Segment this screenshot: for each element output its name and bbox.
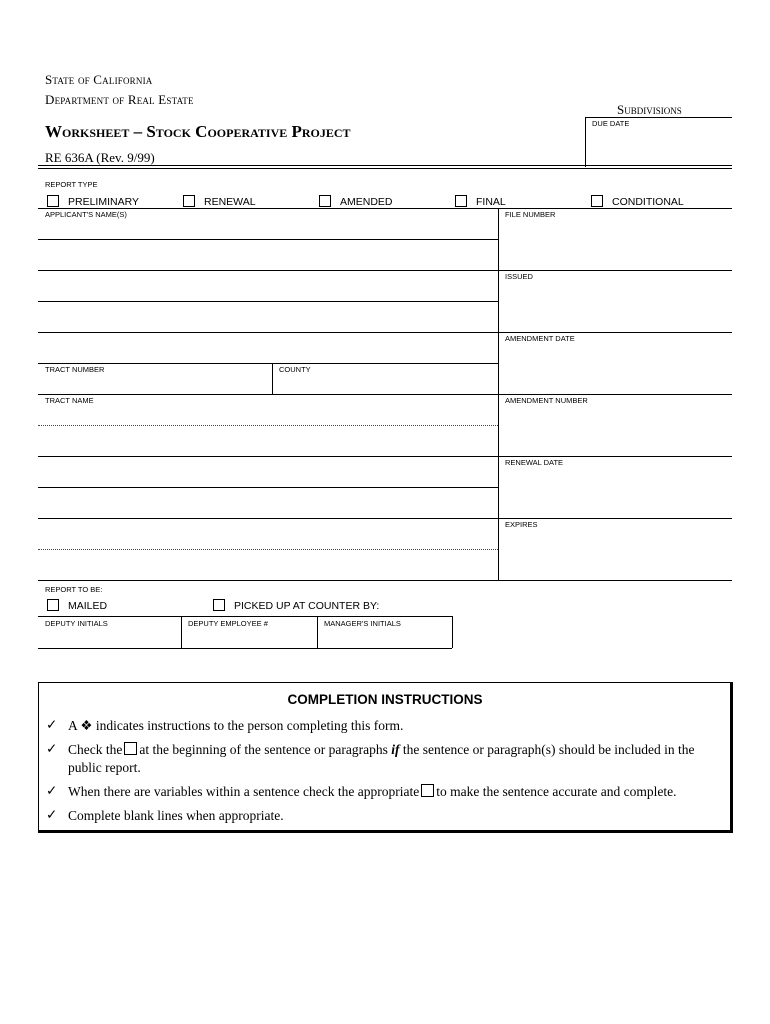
- preliminary-checkbox[interactable]: [47, 195, 59, 207]
- tract-name-line-3: [38, 487, 498, 488]
- header-rule-1: [38, 165, 732, 166]
- instruction-2-if: if: [391, 742, 400, 757]
- tract-name-field-2[interactable]: [40, 437, 496, 455]
- expires-label: EXPIRES: [505, 520, 538, 529]
- instructions-heading: COMPLETION INSTRUCTIONS: [287, 692, 483, 707]
- staff-divider-3: [452, 616, 453, 648]
- staff-row-top-rule: [38, 616, 452, 617]
- applicants-name-field-4[interactable]: [40, 313, 496, 331]
- due-date-left-rule: [585, 117, 586, 167]
- file-number-bottom-rule: [498, 270, 732, 271]
- due-date-top-rule: [585, 117, 732, 118]
- check-icon: ✓: [46, 741, 58, 756]
- issued-label: ISSUED: [505, 272, 533, 281]
- issued-bottom-rule: [498, 332, 732, 333]
- staff-divider-2: [317, 616, 318, 648]
- applicants-name-line-4: [38, 332, 498, 333]
- applicants-name-line-2: [38, 270, 498, 271]
- tract-name-line-4: [38, 518, 498, 519]
- check-icon: ✓: [46, 807, 58, 822]
- amendment-number-label: AMENDMENT NUMBER: [505, 396, 588, 405]
- staff-divider-1: [181, 616, 182, 648]
- preliminary-label: PRELIMINARY: [68, 196, 139, 208]
- instruction-item-1: [68, 717, 403, 734]
- deputy-initials-label: DEPUTY INITIALS: [45, 619, 108, 628]
- instruction-3-text: When there are variables within a sentence check the appropriate: [68, 784, 420, 799]
- county-label: COUNTY: [279, 365, 311, 374]
- amended-checkbox[interactable]: [319, 195, 331, 207]
- instruction-item-3: [68, 783, 676, 800]
- checkbox-icon: [124, 742, 137, 755]
- renewal-label: RENEWAL: [204, 196, 256, 208]
- tract-name-line-2: [38, 456, 498, 457]
- amendment-date-bottom-rule: [498, 394, 732, 395]
- renewal-date-label: RENEWAL DATE: [505, 458, 564, 467]
- diamond-icon: ❖: [80, 718, 93, 733]
- applicants-name-label: APPLICANT'S NAME(S): [45, 210, 127, 219]
- managers-initials-label: MANAGER'S INITIALS: [324, 619, 401, 628]
- mailed-label: MAILED: [68, 600, 108, 612]
- instruction-3-text-2: to make the sentence accurate and complete.: [436, 784, 677, 799]
- deputy-employee-field[interactable]: [184, 630, 314, 646]
- instruction-2-text: at the beginning of the sentence or paragraphs: [139, 742, 388, 757]
- final-label: FINAL: [476, 196, 506, 208]
- instruction-item-2-cont: public report.: [68, 760, 141, 775]
- instruction-2-text-2: the sentence or paragraph(s) should be included in the: [402, 742, 695, 757]
- tract-name-field-3[interactable]: [40, 468, 496, 486]
- tract-name-field-1[interactable]: [40, 406, 496, 424]
- mailed-checkbox[interactable]: [47, 599, 59, 611]
- instruction-1-lead: A: [68, 718, 78, 733]
- report-to-be-label: REPORT TO BE:: [45, 585, 103, 594]
- applicants-name-field-3[interactable]: [40, 282, 496, 300]
- form-number: RE 636A (Rev. 9/99): [45, 150, 155, 165]
- main-grid-bottom-rule: [38, 580, 732, 581]
- conditional-label: CONDITIONAL: [612, 196, 684, 208]
- tract-name-label: TRACT NAME: [45, 396, 94, 405]
- checkbox-icon: [421, 784, 434, 797]
- report-type-label: REPORT TYPE: [45, 180, 98, 189]
- picked-up-label: PICKED UP AT COUNTER BY:: [234, 600, 380, 612]
- deputy-employee-label: DEPUTY EMPLOYEE #: [188, 619, 268, 628]
- due-date-label: DUE DATE: [592, 119, 630, 128]
- deputy-initials-field[interactable]: [40, 630, 178, 646]
- renewal-date-field[interactable]: [502, 470, 730, 516]
- instruction-item-4: Complete blank lines when appropriate.: [68, 808, 284, 823]
- final-checkbox[interactable]: [455, 195, 467, 207]
- renewal-checkbox[interactable]: [183, 195, 195, 207]
- check-icon: ✓: [46, 783, 58, 798]
- staff-row-bottom-rule: [38, 648, 452, 649]
- renewal-date-bottom-rule: [498, 518, 732, 519]
- applicants-name-line-1: [38, 239, 498, 240]
- applicants-name-field-2[interactable]: [40, 251, 496, 269]
- tract-name-field-4[interactable]: [40, 499, 496, 517]
- instruction-2-lead: Check the: [68, 742, 123, 757]
- file-number-field[interactable]: [502, 222, 730, 268]
- agency-line-1: State of California: [45, 72, 153, 87]
- check-icon: ✓: [46, 717, 58, 732]
- tract-number-label: TRACT NUMBER: [45, 365, 105, 374]
- tract-name-top-rule: [38, 394, 498, 395]
- division-label: Subdivisions: [617, 102, 682, 117]
- amendment-date-field[interactable]: [502, 346, 730, 392]
- tract-number-field[interactable]: [40, 375, 268, 392]
- applicants-name-field-1[interactable]: [40, 220, 496, 238]
- amendment-number-field[interactable]: [502, 408, 730, 454]
- conditional-checkbox[interactable]: [591, 195, 603, 207]
- tract-name-line-1: [38, 425, 498, 426]
- amendment-date-label: AMENDMENT DATE: [505, 334, 575, 343]
- expires-field[interactable]: [502, 532, 730, 578]
- issued-field[interactable]: [502, 284, 730, 330]
- amendment-number-bottom-rule: [498, 456, 732, 457]
- picked-up-checkbox[interactable]: [213, 599, 225, 611]
- due-date-field[interactable]: [592, 130, 728, 164]
- county-field[interactable]: [276, 375, 494, 392]
- tract-county-divider: [272, 363, 273, 394]
- tract-name-line-5: [38, 549, 498, 550]
- managers-initials-field[interactable]: [320, 630, 450, 646]
- file-number-label: FILE NUMBER: [505, 210, 556, 219]
- form-title: Worksheet – Stock Cooperative Project: [45, 122, 351, 141]
- agency-line-2: Department of Real Estate: [45, 92, 194, 107]
- instruction-item-2: [68, 741, 728, 758]
- header-rule-2: [38, 168, 732, 169]
- tract-row-top-rule: [38, 363, 498, 364]
- applicants-name-line-3: [38, 301, 498, 302]
- report-type-bottom-rule: [38, 208, 732, 209]
- tract-name-field-5[interactable]: [40, 530, 496, 548]
- instruction-1-text: indicates instructions to the person completing this form.: [95, 718, 404, 733]
- amended-label: AMENDED: [340, 196, 393, 208]
